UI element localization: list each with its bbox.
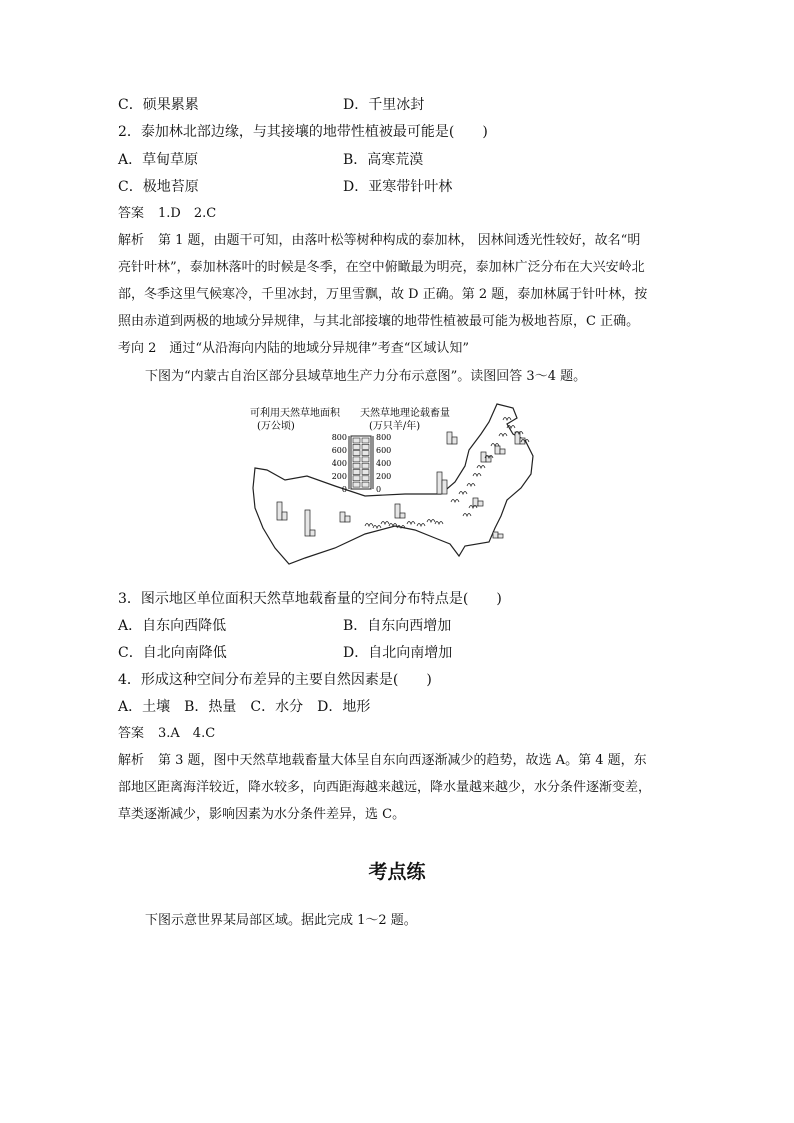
- county-bar-2-0: [340, 512, 345, 522]
- grass-symbol-8: [435, 522, 443, 525]
- q4-stem: 4．形成这种空间分布差异的主要自然因素是( ): [118, 672, 432, 688]
- grass-symbol-10: [459, 492, 467, 495]
- inner-mongolia-map-figure: [245, 398, 545, 578]
- grass-symbol-6: [417, 524, 425, 527]
- q1-option-d: D．千里冰封: [343, 97, 425, 113]
- q3-stem: 3．图示地区单位面积天然草地载畜量的空间分布特点是( ): [118, 591, 502, 607]
- q1-option-c: C．硕果累累: [118, 97, 199, 113]
- answer-text: 3.A 4.C: [158, 726, 216, 741]
- q2-option-a: A．草甸草原: [118, 152, 199, 168]
- county-bar-1-0: [305, 510, 310, 536]
- county-bar-4-1: [442, 480, 447, 494]
- q3-option-c: C．自北向南降低: [118, 645, 227, 661]
- q3-option-b: B．自东向西增加: [343, 618, 452, 634]
- tick-left-600: 600: [331, 446, 347, 455]
- answer-tag: 答案: [118, 726, 145, 741]
- q2-option-b: B．高寒荒漠: [343, 152, 424, 168]
- tick-left-400: 400: [331, 459, 347, 468]
- county-bar-10-1: [478, 501, 483, 506]
- analysis-text: 第 1 题，由题干可知，由落叶松等树种构成的泰加林， 因林间透光性较好，故名“明: [158, 233, 641, 248]
- legend-scale: [332, 433, 392, 494]
- grass-symbol-11: [467, 484, 475, 487]
- tick-right-200: 200: [376, 472, 392, 481]
- tick-left-200: 200: [331, 472, 347, 481]
- analysis-2-line-3: 草类逐渐减少，影响因素为水分条件差异，选 C。: [118, 807, 406, 822]
- answer-2: [118, 724, 215, 744]
- grass-symbol-1: [373, 526, 381, 529]
- q2-stem: 2．泰加林北部边缘，与其接壤的地带性植被最可能是( ): [118, 124, 488, 140]
- analysis-tag: 解析: [118, 233, 145, 248]
- q2-option-c: C．极地苔原: [118, 179, 199, 195]
- tick-right-0: 0: [376, 485, 382, 494]
- analysis-tag: 解析: [118, 753, 145, 768]
- county-bar-5-1: [452, 437, 457, 444]
- county-bar-9-0: [493, 532, 498, 538]
- map-intro: 下图为“内蒙古自治区部分县域草地生产力分布示意图”。读图回答 3～4 题。: [145, 369, 587, 384]
- tick-left-0: 0: [341, 485, 347, 494]
- county-bar-symbols: [277, 432, 525, 538]
- county-bar-0-0: [277, 502, 282, 520]
- answer-1: [118, 204, 216, 224]
- answer-tag: 答案: [118, 206, 145, 221]
- tick-left-800: 800: [331, 433, 347, 442]
- county-bar-1-1: [310, 530, 315, 536]
- grass-symbol-0: [365, 524, 373, 527]
- county-bar-4-0: [437, 472, 442, 494]
- county-bar-0-1: [282, 512, 287, 520]
- q3-option-a: A．自东向西降低: [118, 618, 227, 634]
- county-bar-3-0: [395, 504, 400, 518]
- grass-symbol-2: [381, 522, 389, 525]
- grass-symbol-13: [477, 466, 485, 469]
- grass-symbol-12: [473, 474, 481, 477]
- county-bar-7-0: [495, 446, 500, 454]
- county-bar-9-1: [498, 534, 503, 538]
- county-bar-2-1: [345, 516, 350, 522]
- analysis-2-line-2: 部地区距离海洋较近，降水较多，向西距海越来越远，降水量越来越少，水分条件逐渐变差，: [118, 780, 652, 795]
- county-bar-10-0: [473, 498, 478, 506]
- legend-right-title-line1: 天然草地理论载畜量: [360, 408, 450, 419]
- grass-symbol-5: [407, 522, 415, 525]
- county-bar-3-1: [400, 513, 405, 518]
- analysis-1-line-4: 照由赤道到两极的地域分异规律，与其北部接壤的地带性植被最可能为极地苔原，C 正确。: [118, 314, 640, 329]
- analysis-1-line-3: 部，冬季这里气候寒冷，千里冰封，万里雪飘，故 D 正确。第 2 题，泰加林属于针叶林，按: [118, 287, 648, 302]
- legend-left-title-line1: 可利用天然草地面积: [250, 408, 340, 419]
- grass-symbol-22: [463, 514, 471, 517]
- grass-symbol-7: [427, 520, 435, 523]
- grass-symbol-15: [491, 444, 499, 447]
- q3-option-d: D．自北向南增加: [343, 645, 453, 661]
- grass-symbol-18: [503, 418, 511, 421]
- county-bar-7-1: [500, 449, 505, 454]
- answer-text: 1.D 2.C: [158, 206, 217, 221]
- tick-right-400: 400: [376, 459, 392, 468]
- next-intro: 下图示意世界某局部区域。据此完成 1～2 题。: [145, 913, 417, 928]
- county-bar-5-0: [447, 432, 452, 444]
- analysis-1-line-1: [118, 231, 640, 251]
- section-direction-2: 考向 2 通过“从沿海向内陆的地域分异规律”考查“区域认知”: [118, 341, 469, 356]
- analysis-text: 第 3 题，图中天然草地载畜量大体呈自东向西逐渐减少的趋势，故选 A。第 4 题，东: [158, 753, 647, 768]
- legend-left-title-line2: (万公顷): [257, 421, 295, 432]
- analysis-2-line-1: [118, 751, 647, 771]
- q4-options: A．土壤 B．热量 C．水分 D．地形: [118, 699, 371, 715]
- tick-right-600: 600: [376, 446, 392, 455]
- grass-symbol-16: [499, 434, 507, 437]
- section-heading: 考点练: [368, 861, 426, 883]
- legend-right-title-line2: (万只羊/年): [369, 421, 421, 432]
- analysis-1-line-2: 亮针叶林”，泰加林落叶的时候是冬季，在空中俯瞰最为明亮，泰加林广泛分布在大兴安岭北: [118, 260, 645, 275]
- grass-symbol-9: [451, 500, 459, 503]
- q2-option-d: D．亚寒带针叶林: [343, 179, 453, 195]
- tick-right-800: 800: [376, 433, 392, 442]
